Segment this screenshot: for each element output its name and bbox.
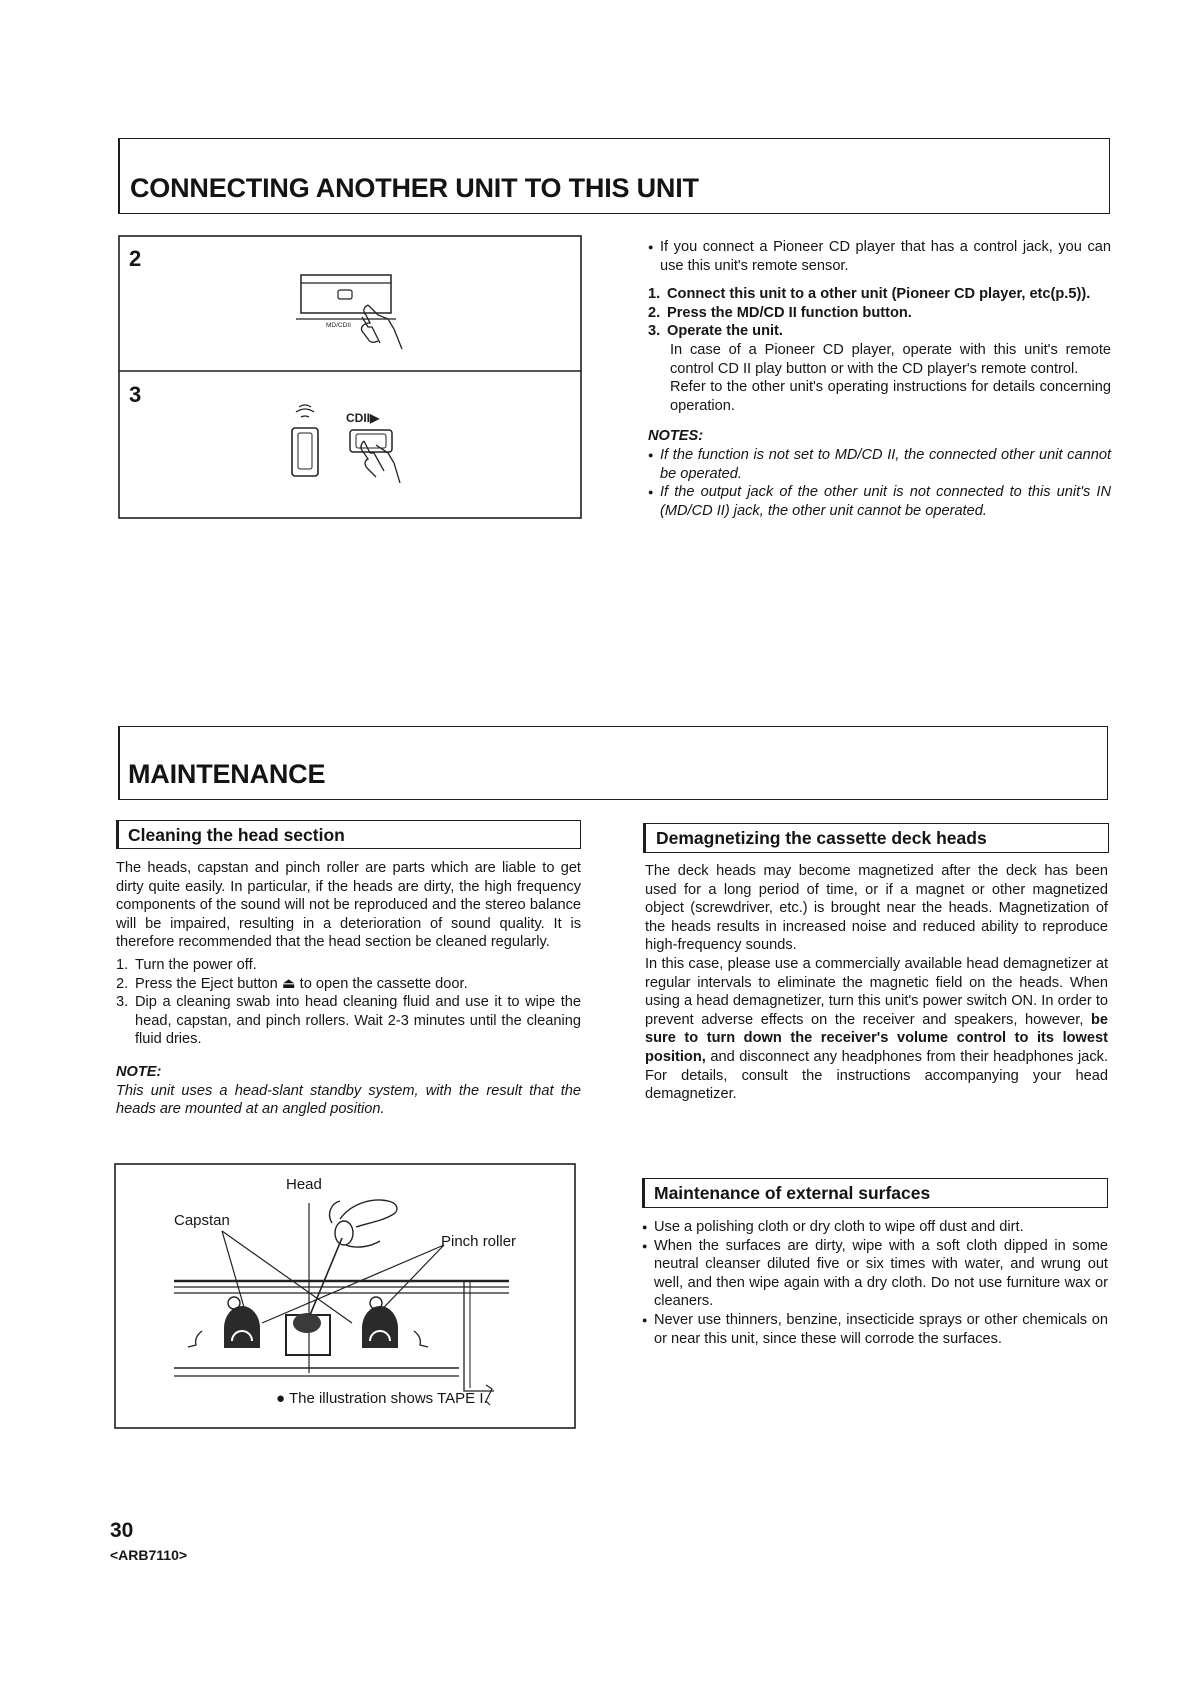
connecting-text xyxy=(648,238,1111,520)
external-bullet-3: ● Never use thinners, benzine, insecticide sprays or other chemicals on or near this unit, since these will corrode the surfaces. xyxy=(642,1311,1108,1348)
connecting-intro: ● If you connect a Pioneer CD player that has a control jack, you can use this unit's remote sensor. xyxy=(648,238,1111,275)
note-item-1: ● If the function is not set to MD/CD II, the connected other unit cannot be operated. xyxy=(648,446,1111,483)
doc-code: <ARB7110> xyxy=(110,1547,188,1563)
connect-step-2: 2. Press the MD/CD II function button. xyxy=(648,304,912,321)
cleaning-body: The heads, capstan and pinch roller are parts which are liable to get dirty quite easily. In particular, if the heads are dirty, the high frequency components of the sound will not be reproduced and the stereo balance will be impaired, resulting in a deterioration of sound quality. It is therefore recommended that the head section be cleaned regularly. xyxy=(116,860,581,951)
step3-detail-1: In case of a Pioneer CD player, operate with this unit's remote control CD II play button or with the CD player's remote control. xyxy=(670,341,1111,377)
label-head: Head xyxy=(286,1176,322,1193)
step3-detail-2: Refer to the other unit's operating instructions for details concerning operation. xyxy=(670,379,1111,414)
label-capstan: Capstan xyxy=(174,1212,230,1229)
note-item-2: ● If the output jack of the other unit is not connected to this unit's IN (MD/CD II) jack, the other unit cannot be operated. xyxy=(648,483,1111,520)
connect-step-3: 3. Operate the unit. xyxy=(648,323,783,340)
page-number: 30 xyxy=(110,1519,134,1542)
cd2-play-label: CDII▶ xyxy=(346,411,380,425)
maintenance-title: MAINTENANCE xyxy=(128,759,326,789)
head-cleaning-figure xyxy=(114,1163,576,1429)
demag-body-2: In this case, please use a commercially available head demagnetizer at regular intervals to eliminate the magnetic field on the heads. When using a head demagnetizer, turn this unit's power switch ON. In order to prevent adverse effects on the receiver and speakers, however, be sure to turn down the receiver's volume control to its lowest position, and disconnect any headphones from their headphones jack. For details, consult the instructions accompanying your head demagnetizer. xyxy=(645,955,1108,1103)
cleaning-text xyxy=(116,859,581,1119)
step-number-3: 3 xyxy=(129,382,142,407)
notes-heading: NOTES: xyxy=(648,428,704,445)
steps-figure-drawing xyxy=(118,235,582,519)
figure-caption: ● The illustration shows TAPE I. xyxy=(276,1390,488,1407)
demag-warning: be sure to turn down the receiver's volume control to its lowest position, xyxy=(645,1011,1108,1065)
cleaning-step-1: 1. Turn the power off. xyxy=(116,956,257,973)
cleaning-step-2: 2. Press the Eject button ⏏ to open the cassette door. xyxy=(116,975,468,992)
cleaning-step-3: 3. Dip a cleaning swab into head cleaning fluid and use it to wipe the head, capstan, and pinch rollers. Wait 2-3 minutes until the cleaning fluid dries. xyxy=(116,994,581,1048)
external-text xyxy=(642,1218,1108,1348)
external-bullet-1: ● Use a polishing cloth or dry cloth to wipe off dust and dirt. xyxy=(642,1218,1108,1237)
steps-figure xyxy=(118,235,582,519)
connect-step-1: 1. Connect this unit to a other unit (Pioneer CD player, etc(p.5)). xyxy=(648,286,1091,303)
demag-text xyxy=(645,862,1108,1104)
demag-title: Demagnetizing the cassette deck heads xyxy=(656,828,987,848)
md-cd-button-label: MD/CDII xyxy=(326,322,351,329)
external-title: Maintenance of external surfaces xyxy=(654,1183,931,1203)
label-pinch-roller: Pinch roller xyxy=(441,1233,517,1250)
external-bullet-2: ● When the surfaces are dirty, wipe with a soft cloth dipped in some neutral cleanser diluted five or six times with water, and wrung out well, and then wipe again with a dry cloth. Do not use furniture wax or cleaners. xyxy=(642,1237,1108,1311)
cleaning-note: This unit uses a head-slant standby system, with the result that the heads are mounted at an angled position. xyxy=(116,1082,581,1118)
demag-body-1: The deck heads may become magnetized after the deck has been used for a long period of time, or if a magnet or other magnetized object (screwdriver, etc.) is brought near the heads. Magnetization of the heads results in increased noise and reduced ability to reproduce high-frequency sounds. xyxy=(645,863,1108,954)
connecting-title: CONNECTING ANOTHER UNIT TO THIS UNIT xyxy=(130,173,699,203)
step-number-2: 2 xyxy=(129,246,142,271)
cleaning-note-heading: NOTE: xyxy=(116,1063,162,1080)
cleaning-title: Cleaning the head section xyxy=(128,825,345,845)
